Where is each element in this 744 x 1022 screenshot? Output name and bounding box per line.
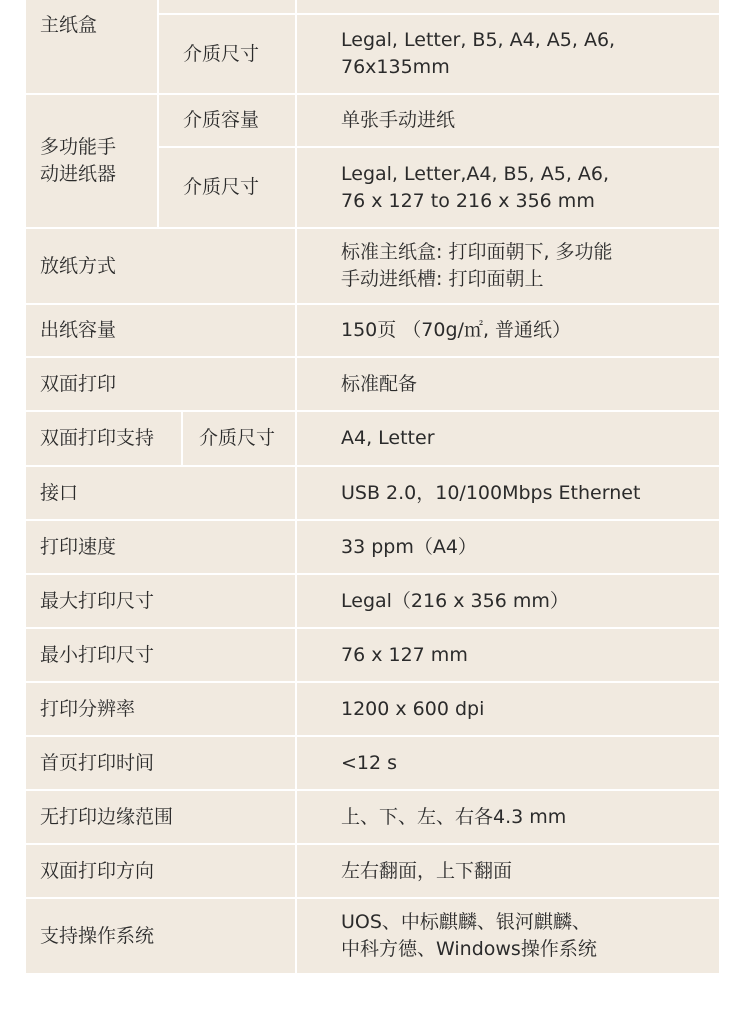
min-print-size-label: 最小打印尺寸 <box>26 629 295 681</box>
manual-feeder-capacity-value: 单张手动进纸 <box>297 95 719 146</box>
paper-loading-label: 放纸方式 <box>26 229 295 303</box>
main-tray-empty-cell <box>159 0 295 13</box>
max-print-size-label: 最大打印尺寸 <box>26 575 295 627</box>
margins-label: 无打印边缘范围 <box>26 791 295 843</box>
resolution-label: 打印分辨率 <box>26 683 295 735</box>
resolution-value: 1200 x 600 dpi <box>297 683 719 735</box>
main-tray-empty-value <box>297 0 719 13</box>
os-support-value: UOS、中标麒麟、银河麒麟、 中科方德、Windows操作系统 <box>297 899 719 973</box>
main-tray-media-size-value: Legal, Letter, B5, A4, A5, A6, 76x135mm <box>297 15 719 93</box>
main-tray-label: 主纸盒 <box>26 0 157 93</box>
spec-table <box>26 0 719 973</box>
manual-feeder-media-size-value: Legal, Letter,A4, B5, A5, A6, 76 x 127 to 216 x 356 mm <box>297 148 719 227</box>
interface-label: 接口 <box>26 467 295 519</box>
margins-value: 上、下、左、右各4.3 mm <box>297 791 719 843</box>
output-capacity-label: 出纸容量 <box>26 305 295 356</box>
main-tray-media-size-label: 介质尺寸 <box>159 15 295 93</box>
duplex-label: 双面打印 <box>26 358 295 410</box>
duplex-support-value: A4, Letter <box>297 412 719 465</box>
print-speed-value: 33 ppm（A4） <box>297 521 719 573</box>
manual-feeder-capacity-label: 介质容量 <box>159 95 295 146</box>
duplex-direction-label: 双面打印方向 <box>26 845 295 897</box>
paper-loading-value: 标准主纸盒: 打印面朝下, 多功能 手动进纸槽: 打印面朝上 <box>297 229 719 303</box>
duplex-support-label: 双面打印支持 <box>26 412 181 465</box>
interface-value: USB 2.0，10/100Mbps Ethernet <box>297 467 719 519</box>
duplex-value: 标准配备 <box>297 358 719 410</box>
max-print-size-value: Legal（216 x 356 mm） <box>297 575 719 627</box>
duplex-support-media-size-label: 介质尺寸 <box>183 412 295 465</box>
manual-feeder-media-size-label: 介质尺寸 <box>159 148 295 227</box>
os-support-label: 支持操作系统 <box>26 899 295 973</box>
output-capacity-value: 150页 （70g/㎡, 普通纸） <box>297 305 719 356</box>
min-print-size-value: 76 x 127 mm <box>297 629 719 681</box>
first-page-time-value: <12 s <box>297 737 719 789</box>
manual-feeder-label: 多功能手 动进纸器 <box>26 95 157 227</box>
first-page-time-label: 首页打印时间 <box>26 737 295 789</box>
print-speed-label: 打印速度 <box>26 521 295 573</box>
duplex-direction-value: 左右翻面，上下翻面 <box>297 845 719 897</box>
